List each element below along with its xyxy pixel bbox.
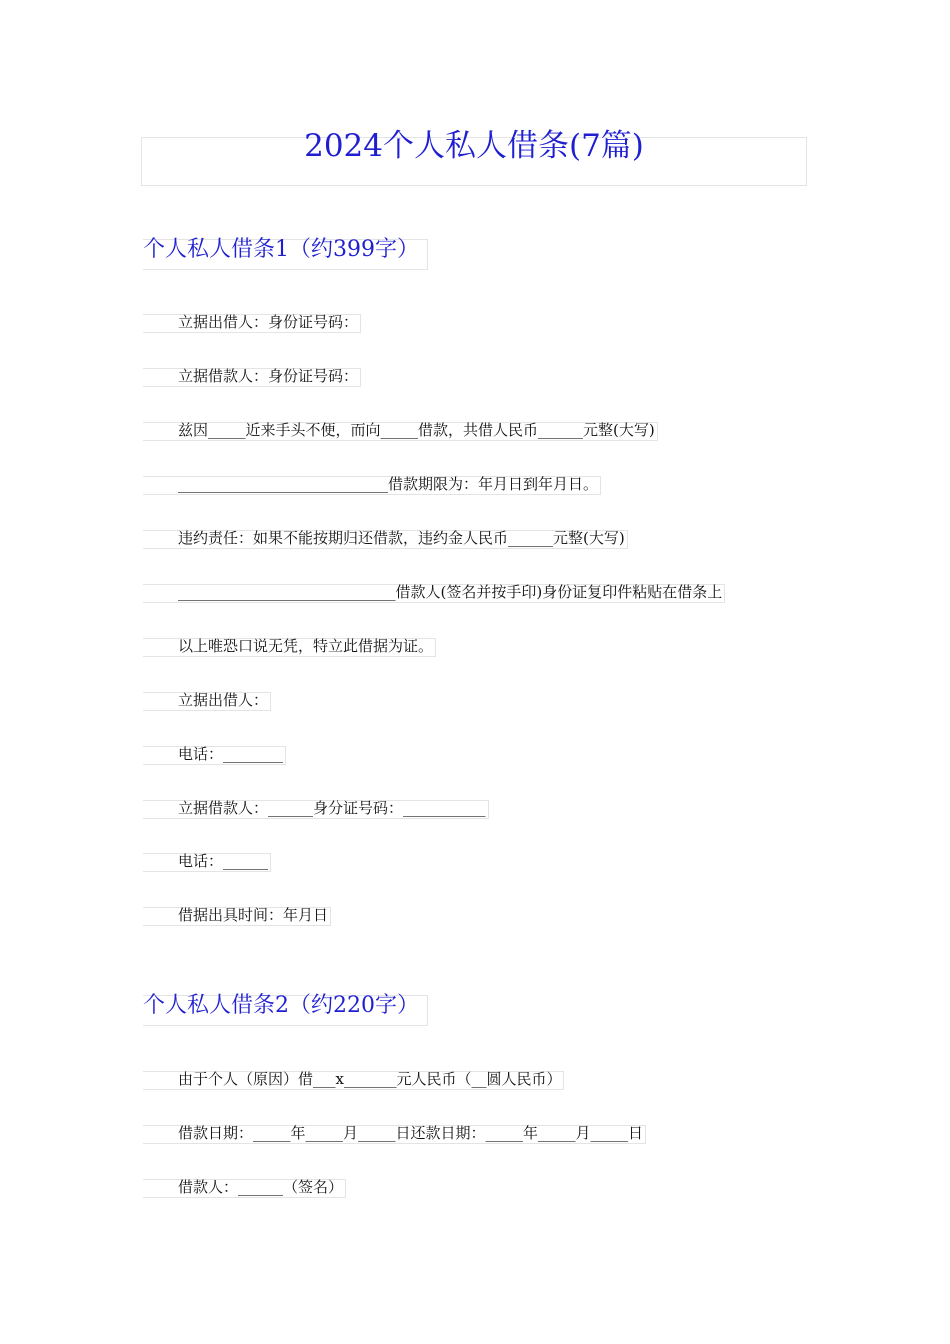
paragraph: 立据出借人：身份证号码： — [143, 314, 361, 333]
paragraph: 立据借款人：身份证号码： — [143, 368, 361, 387]
paragraph: 违约责任：如果不能按期归还借款，违约金人民币______元整(大写) — [143, 530, 628, 549]
paragraph: 以上唯恐口说无凭，特立此借据为证。 — [143, 638, 436, 657]
paragraph: 立据借款人：______身分证号码：___________ — [143, 800, 489, 819]
section-heading-2: 个人私人借条2（约220字） — [143, 995, 428, 1026]
paragraph: 电话：________ — [143, 746, 286, 765]
document-title: 2024个人私人借条(7篇) — [304, 128, 644, 164]
document-title-box — [141, 128, 807, 186]
paragraph: 借款人：______（签名） — [143, 1179, 346, 1198]
paragraph: 立据出借人： — [143, 692, 271, 711]
section-heading-1: 个人私人借条1（约399字） — [143, 239, 428, 270]
paragraph: 电话：______ — [143, 853, 271, 872]
paragraph: 由于个人（原因）借___x_______元人民币（__圆人民币） — [143, 1071, 564, 1090]
paragraph: _____________________________借款人(签名并按手印)身份证复印件粘贴在借条上 — [143, 584, 725, 603]
paragraph: 借据出具时间：年月日 — [143, 907, 331, 926]
paragraph: 兹因_____近来手头不便，而向_____借款，共借人民币______元整(大写) — [143, 422, 658, 441]
paragraph: ____________________________借款期限为：年月日到年月日。 — [143, 476, 601, 495]
paragraph: 借款日期：_____年_____月_____日还款日期：_____年_____月_____日 — [143, 1125, 646, 1144]
